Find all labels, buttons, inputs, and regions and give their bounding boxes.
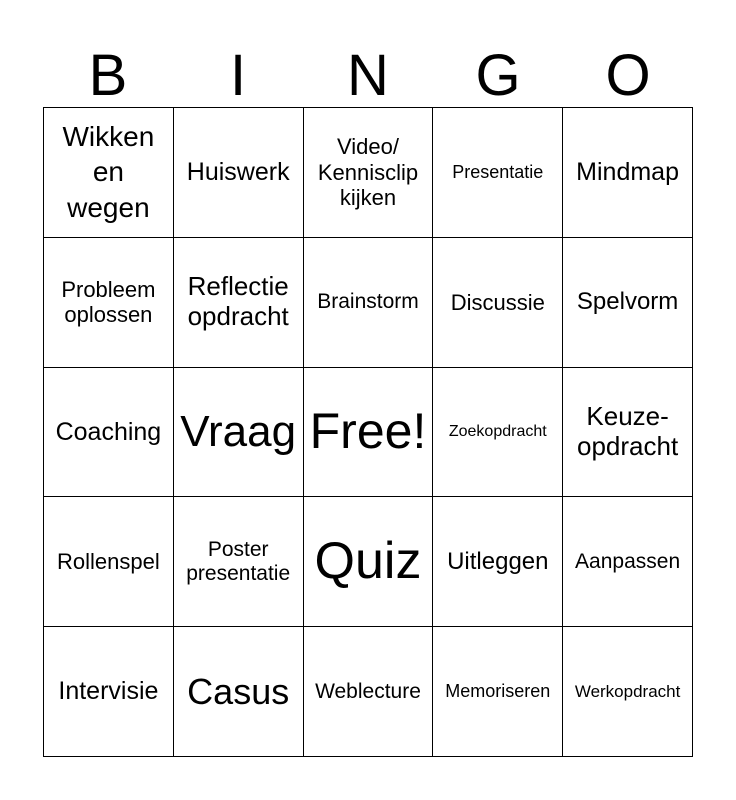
- bingo-cell[interactable]: Presentatie: [433, 108, 563, 238]
- bingo-cell[interactable]: Poster presentatie: [174, 497, 304, 627]
- bingo-cell[interactable]: Wikken en wegen: [44, 108, 174, 238]
- header-letter-g: G: [475, 43, 521, 108]
- bingo-cell[interactable]: Uitleggen: [433, 497, 563, 627]
- bingo-header: [43, 40, 693, 108]
- bingo-cell[interactable]: Memoriseren: [433, 627, 563, 757]
- bingo-cell[interactable]: Coaching: [44, 368, 174, 498]
- bingo-cell[interactable]: Vraag: [174, 368, 304, 498]
- bingo-cell[interactable]: Brainstorm: [304, 238, 434, 368]
- bingo-cell[interactable]: Huiswerk: [174, 108, 304, 238]
- bingo-card-grid: [43, 107, 693, 757]
- bingo-cell[interactable]: Video/ Kennisclip kijken: [304, 108, 434, 238]
- bingo-cell[interactable]: Reflectie opdracht: [174, 238, 304, 368]
- bingo-cell[interactable]: Rollenspel: [44, 497, 174, 627]
- bingo-cell[interactable]: Weblecture: [304, 627, 434, 757]
- bingo-cell[interactable]: Quiz: [304, 497, 434, 627]
- header-letter-n: N: [347, 43, 389, 108]
- bingo-cell[interactable]: Aanpassen: [563, 497, 693, 627]
- bingo-cell[interactable]: Zoekopdracht: [433, 368, 563, 498]
- bingo-free-cell[interactable]: Free!: [304, 368, 434, 498]
- header-letter-i: I: [229, 43, 247, 108]
- header-letter-o: O: [605, 43, 651, 108]
- header-letter-b: B: [88, 43, 128, 108]
- bingo-cell[interactable]: Werkopdracht: [563, 627, 693, 757]
- bingo-cell[interactable]: Casus: [174, 627, 304, 757]
- bingo-cell[interactable]: Probleem oplossen: [44, 238, 174, 368]
- bingo-cell[interactable]: Discussie: [433, 238, 563, 368]
- bingo-cell[interactable]: Keuze- opdracht: [563, 368, 693, 498]
- bingo-cell[interactable]: Intervisie: [44, 627, 174, 757]
- bingo-cell[interactable]: Spelvorm: [563, 238, 693, 368]
- bingo-cell[interactable]: Mindmap: [563, 108, 693, 238]
